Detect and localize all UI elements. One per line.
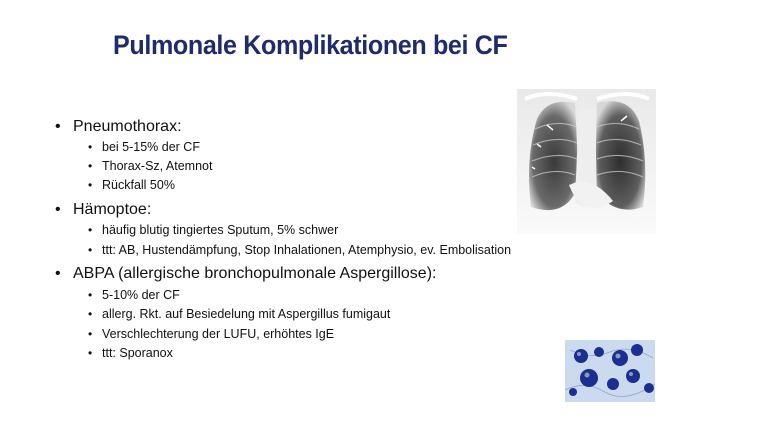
- bullet-dot: •: [55, 118, 61, 135]
- chest-xray-image: [517, 89, 656, 234]
- bullet-heading-pneumothorax: • Pneumothorax:: [55, 118, 182, 135]
- bullet-item: • ttt: AB, Hustendämpfung, Stop Inhalationen, Atemphysio, ev. Embolisation: [88, 243, 512, 257]
- bullet-item: • bei 5-15% der CF: [88, 140, 200, 154]
- bullet-dot: •: [55, 265, 61, 282]
- bullet-item: • ttt: Sporanox: [88, 346, 173, 360]
- slide-title: Pulmonale Komplikationen bei CF: [113, 30, 508, 60]
- bullet-heading-abpa: • ABPA (allergische bronchopulmonale Aspergillose):: [55, 265, 437, 282]
- bullet-item: • allerg. Rkt. auf Besiedelung mit Aspergillus fumigaut: [88, 307, 391, 321]
- bullet-item: • häufig blutig tingiertes Sputum, 5% schwer: [88, 223, 339, 237]
- bullet-item: • 5-10% der CF: [88, 288, 180, 302]
- aspergillus-microscopy-image: [565, 340, 655, 402]
- bullet-item: • Thorax-Sz, Atemnot: [88, 159, 213, 173]
- bullet-item: • Rückfall 50%: [88, 178, 175, 192]
- bullet-item: • Verschlechterung der LUFU, erhöhtes IgE: [88, 327, 335, 341]
- bullet-dot: •: [55, 201, 61, 218]
- bullet-heading-haemoptoe: • Hämoptoe:: [55, 201, 152, 218]
